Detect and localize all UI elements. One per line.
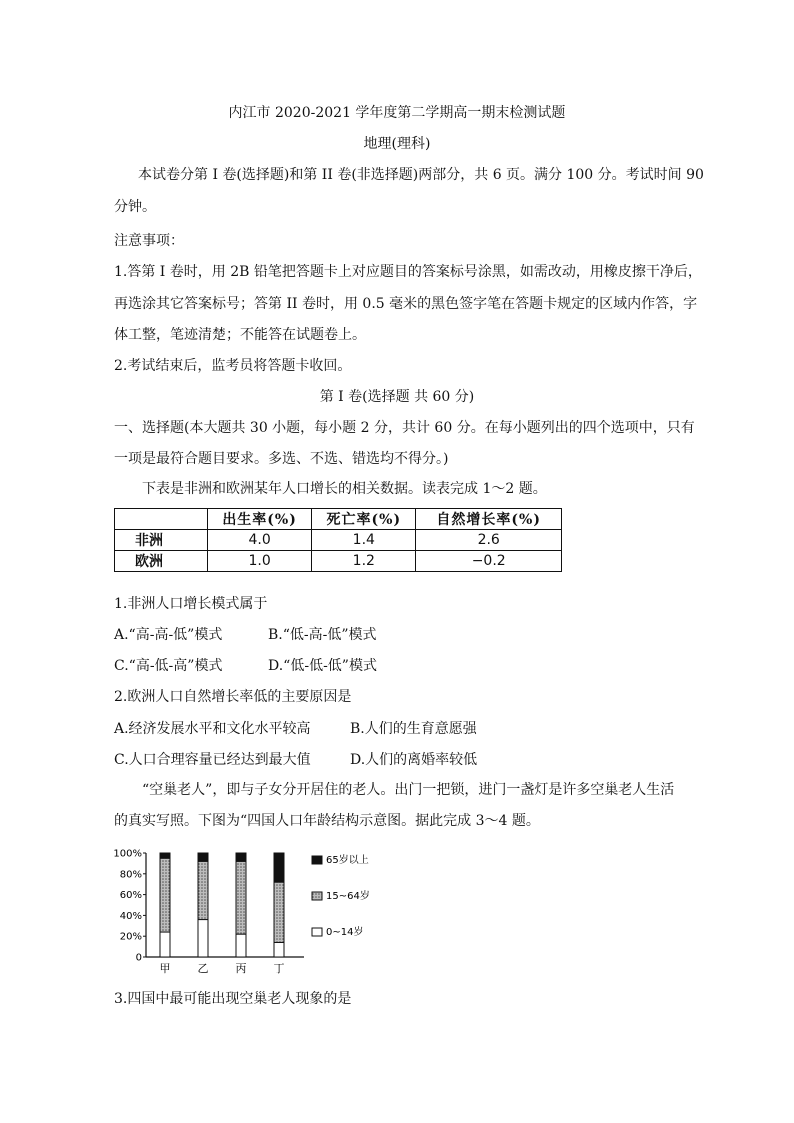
bar-segment <box>198 853 208 861</box>
age-structure-chart <box>108 845 408 977</box>
y-tick-label: 40% <box>119 910 142 922</box>
table-intro: 下表是非洲和欧洲某年人口增长的相关数据。读表完成 1～2 题。 <box>142 481 547 497</box>
q2-stem: 2.欧洲人口自然增长率低的主要原因是 <box>114 689 352 705</box>
part-1-heading: 第 I 卷(选择题 共 60 分) <box>319 389 475 405</box>
y-tick-label: 20% <box>119 931 142 943</box>
legend-label: 0~14岁 <box>326 927 364 938</box>
europe-natural-growth: −0.2 <box>416 551 562 572</box>
header-natural-growth: 自然增长率(%) <box>416 509 562 530</box>
row-label-africa: 非洲 <box>115 530 208 551</box>
x-tick-label: 乙 <box>197 962 209 975</box>
header-birth-rate: 出生率(%) <box>208 509 312 530</box>
q1-option-d: D.“低-低-低”模式 <box>268 658 377 674</box>
table-row <box>115 530 562 551</box>
legend-label: 15~64岁 <box>326 891 370 902</box>
exam-title: 内江市 2020-2021 学年度第二学期高一期末检测试题 <box>228 105 566 121</box>
section-1-line-1: 一、选择题(本大题共 30 小题，每小题 2 分，共计 60 分。在每小题列出的四个选项中，只有 <box>114 420 695 436</box>
y-tick-label: 100% <box>113 848 142 860</box>
bar-segment <box>198 920 208 957</box>
bar-segment <box>274 882 284 942</box>
header-death-rate: 死亡率(%) <box>312 509 416 530</box>
q1-option-a: A.“高-高-低”模式 <box>114 627 223 643</box>
note-1-line-3: 体工整，笔迹清楚；不能答在试题卷上。 <box>114 327 366 343</box>
bar-segment <box>236 861 246 934</box>
intro-line-1: 本试卷分第 I 卷(选择题)和第 II 卷(非选择题)两部分，共 6 页。满分 100 分。考试时间 90 <box>138 167 704 183</box>
q1-option-b: B.“低-高-低”模式 <box>268 627 377 643</box>
x-tick-label: 甲 <box>159 962 171 975</box>
q3-stem: 3.四国中最可能出现空巢老人现象的是 <box>114 991 352 1007</box>
bar-segment <box>160 858 170 932</box>
bar-segment <box>236 934 246 957</box>
note-1-line-2: 再选涂其它答案标号；答第 II 卷时，用 0.5 毫米的黑色签字笔在答题卡规定的区域内作答，字 <box>114 296 698 312</box>
notes-heading: 注意事项： <box>114 233 184 249</box>
europe-death-rate: 1.2 <box>312 551 416 572</box>
y-tick-label: 60% <box>119 890 142 902</box>
population-table <box>114 508 562 572</box>
table-header-row <box>115 509 562 530</box>
passage-2-line-1: “空巢老人”，即与子女分开居住的老人。出门一把锁，进门一盏灯是许多空巢老人生活 <box>142 782 675 798</box>
europe-birth-rate: 1.0 <box>208 551 312 572</box>
legend-swatch <box>312 892 322 900</box>
q2-option-d: D.人们的离婚率较低 <box>350 752 478 768</box>
bar-segment <box>160 932 170 957</box>
table-corner-cell <box>115 509 208 530</box>
section-1-line-2: 一项是最符合题目要求。多选、不选、错选均不得分。) <box>114 451 449 467</box>
legend-swatch <box>312 928 322 936</box>
bar-segment <box>236 853 246 861</box>
q1-stem: 1.非洲人口增长模式属于 <box>114 596 268 612</box>
exam-subject: 地理(理科) <box>363 136 431 152</box>
bar-segment <box>274 942 284 957</box>
y-tick-label: 80% <box>119 869 142 881</box>
passage-2-line-2: 的真实写照。下图为“四国人口年龄结构示意图。据此完成 3～4 题。 <box>114 813 540 829</box>
africa-death-rate: 1.4 <box>312 530 416 551</box>
x-tick-label: 丙 <box>235 962 247 975</box>
q1-option-c: C.“高-低-高”模式 <box>114 658 223 674</box>
legend-swatch <box>312 856 322 864</box>
note-1-line-1: 1.答第 I 卷时，用 2B 铅笔把答题卡上对应题目的答案标号涂黑，如需改动，用橡皮擦干净后， <box>114 264 702 280</box>
africa-natural-growth: 2.6 <box>416 530 562 551</box>
x-tick-label: 丁 <box>273 962 285 975</box>
q2-option-b: B.人们的生育意愿强 <box>350 721 477 737</box>
q2-option-c: C.人口合理容量已经达到最大值 <box>114 752 311 768</box>
bar-segment <box>198 861 208 919</box>
row-label-europe: 欧洲 <box>115 551 208 572</box>
africa-birth-rate: 4.0 <box>208 530 312 551</box>
bar-segment <box>274 853 284 882</box>
q2-option-a: A.经济发展水平和文化水平较高 <box>114 721 311 737</box>
bar-segment <box>160 853 170 858</box>
intro-line-2: 分钟。 <box>114 199 156 215</box>
table-row <box>115 551 562 572</box>
legend-label: 65岁以上 <box>326 855 369 866</box>
note-2: 2.考试结束后，监考员将答题卡收回。 <box>114 358 352 374</box>
y-tick-label: 0 <box>135 952 142 964</box>
